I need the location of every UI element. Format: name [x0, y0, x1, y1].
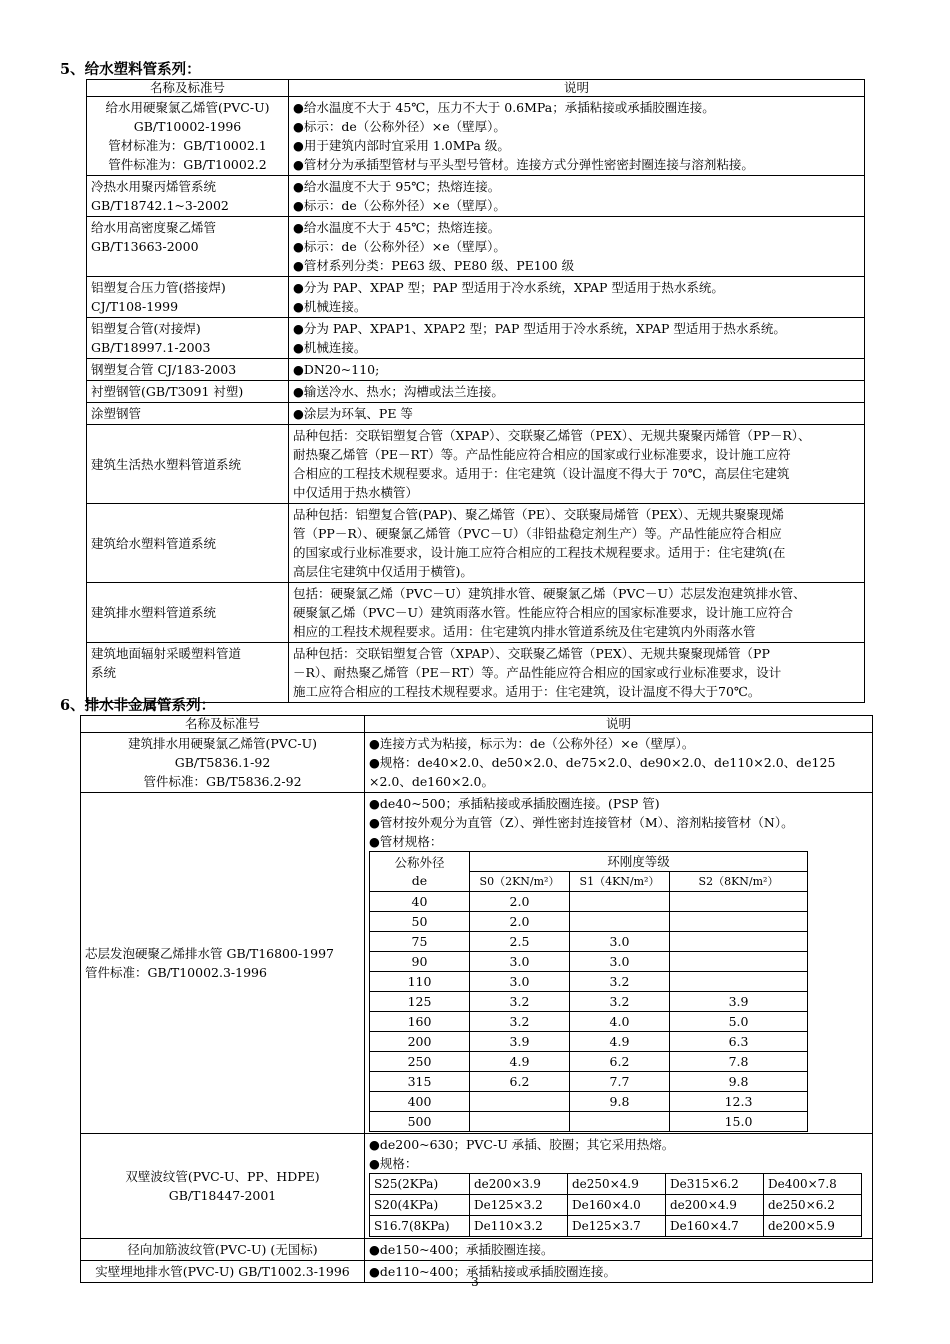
spec-cell: De125×3.7 [568, 1216, 666, 1237]
spec-cell: 400 [370, 1092, 470, 1112]
spec-cell: 7.7 [570, 1072, 670, 1092]
double-wall-spec-table [369, 1173, 862, 1237]
de-header: 公称外径 de [370, 852, 470, 892]
pipe-name-cell: 钢塑复合管 CJ/183-2003 [87, 359, 289, 381]
s2-header: S2（8KN/m²） [670, 872, 808, 892]
spec-cell [670, 892, 808, 912]
spec-cell [670, 972, 808, 992]
spec-cell: de250×6.2 [764, 1195, 862, 1216]
spec-cell: 75 [370, 932, 470, 952]
spec-cell [470, 1092, 570, 1112]
spec-row [370, 912, 808, 932]
pipe-name-cell: 涂塑钢管 [87, 403, 289, 425]
pipe-name-cell: 建筑排水塑料管道系统 [87, 583, 289, 643]
spec-row [370, 992, 808, 1012]
table-row [81, 733, 873, 793]
table-row [87, 176, 865, 217]
spec-cell [670, 912, 808, 932]
pvcu-drain-name: 建筑排水用硬聚氯乙烯管(PVC-U) GB/T5836.1-92 管件标准：GB/T5836.2-92 [81, 733, 365, 793]
spec-cell: De400×7.8 [764, 1174, 862, 1195]
pipe-desc-cell: 品种包括：交联铝塑复合管（XPAP）、交联聚乙烯管（PEX）、无规共聚聚丙烯管（PP－R）、 耐热聚乙烯管（PE－RT）等。产品性能应符合相应的国家或行业标准要求，设计施工应符 合相应的工程技术规程要求。适用于：住宅建筑（设计温度不得大于 70℃，高层住宅建筑 中仅适用于热水横管） [289, 425, 865, 504]
pipe-desc-cell: ●输送冷水、热水；沟槽或法兰连接。 [289, 381, 865, 403]
pipe-desc-cell: ●分为 PAP、XPAP 型；PAP 型适用于冷水系统，XPAP 型适用于热水系统。 ●机械连接。 [289, 277, 865, 318]
spec-row [370, 952, 808, 972]
pipe-desc-cell: ●分为 PAP、XPAP1、XPAP2 型；PAP 型适用于冷水系统，XPAP 型适用于热水系统。 ●机械连接。 [289, 318, 865, 359]
spec-cell: 3.2 [470, 992, 570, 1012]
pipe-name-cell: 冷热水用聚丙烯管系统 GB/T18742.1~3-2002 [87, 176, 289, 217]
s1-header: S1（4KN/m²） [570, 872, 670, 892]
pipe-name-cell: 铝塑复合管(对接焊) GB/T18997.1-2003 [87, 318, 289, 359]
spec-cell: 6.3 [670, 1032, 808, 1052]
spec-row [370, 1032, 808, 1052]
spec-cell: 3.0 [570, 952, 670, 972]
section5-header-name: 名称及标准号 [87, 80, 289, 97]
pipe-desc-cell: 包括：硬聚氯乙烯（PVC－U）建筑排水管、硬聚氯乙烯（PVC－U）芯层发泡建筑排水管、 硬聚氯乙烯（PVC－U）建筑雨落水管。性能应符合相应的国家标准要求，设计施工应符合 相应的工程技术规程要求。适用：住宅建筑内排水管道系统及住宅建筑内外雨落水管 [289, 583, 865, 643]
spec-cell: 90 [370, 952, 470, 972]
pipe-name-cell: 铝塑复合压力管(搭接焊) CJ/T108-1999 [87, 277, 289, 318]
spec-cell: 4.0 [570, 1012, 670, 1032]
spec-cell: 3.0 [470, 972, 570, 992]
spec-cell [470, 1112, 570, 1132]
pipe-name-cell: 建筑给水塑料管道系统 [87, 504, 289, 583]
pipe-name-cell: 衬塑钢管(GB/T3091 衬塑) [87, 381, 289, 403]
spec-cell [570, 892, 670, 912]
spec-cell: 500 [370, 1112, 470, 1132]
double-wall-pipe-name: 双壁波纹管(PVC-U、PP、HDPE) GB/T18447-2001 [81, 1134, 365, 1239]
spec-cell: 15.0 [670, 1112, 808, 1132]
radial-rib-pipe-desc: ●de150~400；承插胶圈连接。 [365, 1239, 873, 1261]
spec-cell [670, 932, 808, 952]
spec-cell: de200×5.9 [764, 1216, 862, 1237]
spec-cell [670, 952, 808, 972]
spec-row [370, 892, 808, 912]
pipe-name-cell: 给水用高密度聚乙烯管 GB/T13663-2000 [87, 217, 289, 277]
pipe-desc-cell: 品种包括：交联铝塑复合管（XPAP）、交联聚乙烯管（PEX）、无规共聚聚现烯管（PP －R）、耐热聚乙烯管（PE－RT）等。产品性能应符合相应的国家或行业标准要求，设计 施工应符合相应的工程技术规程要求。适用于：住宅建筑，设计温度不得大于70℃。 [289, 643, 865, 703]
foam-core-pipe-name: 芯层发泡硬聚乙烯排水管 GB/T16800-1997 管件标准：GB/T10002.3-1996 [81, 793, 365, 1134]
spec-cell: 4.9 [570, 1032, 670, 1052]
table-row [87, 217, 865, 277]
pipe-desc-cell: ●给水温度不大于 95℃；热熔连接。 ●标示：de（公称外径）×e（壁厚）。 [289, 176, 865, 217]
section5-title: 5、给水塑料管系列： [60, 61, 201, 78]
spec-cell: 3.9 [470, 1032, 570, 1052]
spec-cell [570, 1112, 670, 1132]
pipe-name-cell: 给水用硬聚氯乙烯管(PVC-U) GB/T10002-1996 管材标准为：GB/T10002.1 管件标准为：GB/T10002.2 [87, 97, 289, 176]
spec-cell: 110 [370, 972, 470, 992]
page-number: 3 [471, 1275, 479, 1289]
spec-cell: S20(4KPa) [370, 1195, 470, 1216]
spec-cell: S25(2KPa) [370, 1174, 470, 1195]
spec-cell: 315 [370, 1072, 470, 1092]
table-row [87, 403, 865, 425]
ring-stiffness-table [369, 851, 808, 1132]
spec-row [370, 1174, 862, 1195]
section6-header-name: 名称及标准号 [81, 716, 365, 733]
spec-cell: 9.8 [570, 1092, 670, 1112]
spec-cell: De160×4.0 [568, 1195, 666, 1216]
pvcu-drain-desc: ●连接方式为粘接，标示为：de（公称外径）×e（壁厚）。 ●规格：de40×2.0、de50×2.0、de75×2.0、de90×2.0、de110×2.0、de125 ×2.0、de160×2.0。 [365, 733, 873, 793]
solid-wall-pipe-name: 实壁埋地排水管(PVC-U) GB/T1002.3-1996 [81, 1261, 365, 1283]
spec-row [370, 1052, 808, 1072]
pipe-desc-cell: ●涂层为环氧、PE 等 [289, 403, 865, 425]
pipe-desc-cell: ●给水温度不大于 45℃，压力不大于 0.6MPa；承插粘接或承插胶圈连接。 ●标示：de（公称外径）×e（壁厚）。 ●用于建筑内部时宜采用 1.0MPa 级。 ●管材分为承插型管材与平头型号管材。连接方式分弹性密密封圈连接与溶剂粘接。 [289, 97, 865, 176]
double-wall-pipe-desc: ●de200~630；PVC-U 承插、胶圈；其它采用热熔。 ●规格： S25(2KPa) de200×3.9 de250×4.9 De315×6.2 De400×7.8 S20(4KPa) De125×3.2 De160×4.0 de200×4.9 de250×6.2 S16.7(8KPa) De110×3.2 De125×3.7 De160×4.7 de200×5.9 [365, 1134, 873, 1239]
spec-cell: S16.7(8KPa) [370, 1216, 470, 1237]
spec-cell: 250 [370, 1052, 470, 1072]
spec-cell: 3.2 [570, 972, 670, 992]
spec-cell: De315×6.2 [666, 1174, 764, 1195]
table-row [87, 381, 865, 403]
spec-cell: 5.0 [670, 1012, 808, 1032]
spec-cell: 2.0 [470, 892, 570, 912]
table-row [81, 1134, 873, 1239]
radial-rib-pipe-name: 径向加筋波纹管(PVC-U) (无国标) [81, 1239, 365, 1261]
spec-cell: 160 [370, 1012, 470, 1032]
spec-cell: 9.8 [670, 1072, 808, 1092]
spec-cell: 40 [370, 892, 470, 912]
section6-header-desc: 说明 [365, 716, 873, 733]
spec-row [370, 1216, 862, 1237]
section5-table [86, 79, 865, 703]
table-row [87, 583, 865, 643]
spec-cell: 3.0 [570, 932, 670, 952]
ring-stiffness-header: 环刚度等级 [470, 852, 808, 872]
pipe-desc-cell: ●给水温度不大于 45℃；热熔连接。 ●标示：de（公称外径）×e（壁厚）。 ●管材系列分类：PE63 级、PE80 级、PE100 级 [289, 217, 865, 277]
pipe-name-cell: 建筑生活热水塑料管道系统 [87, 425, 289, 504]
spec-cell: 3.2 [470, 1012, 570, 1032]
pipe-name-cell: 建筑地面辐射采暖塑料管道 系统 [87, 643, 289, 703]
spec-cell: De110×3.2 [470, 1216, 568, 1237]
table-row [87, 425, 865, 504]
spec-row [370, 1012, 808, 1032]
spec-cell [570, 912, 670, 932]
table-row [81, 793, 873, 1134]
spec-cell: 7.8 [670, 1052, 808, 1072]
spec-cell: 3.0 [470, 952, 570, 972]
spec-cell: 3.2 [570, 992, 670, 1012]
spec-row [370, 1195, 862, 1216]
spec-cell: de200×3.9 [470, 1174, 568, 1195]
table-row [87, 359, 865, 381]
spec-row [370, 972, 808, 992]
spec-row [370, 1072, 808, 1092]
spec-cell: de250×4.9 [568, 1174, 666, 1195]
spec-cell: 2.5 [470, 932, 570, 952]
spec-cell: 6.2 [470, 1072, 570, 1092]
table-row [87, 504, 865, 583]
spec-cell: 50 [370, 912, 470, 932]
spec-cell: 3.9 [670, 992, 808, 1012]
spec-cell: 6.2 [570, 1052, 670, 1072]
spec-cell: 12.3 [670, 1092, 808, 1112]
spec-row [370, 1112, 808, 1132]
table-row [87, 318, 865, 359]
section5-header-desc: 说明 [289, 80, 865, 97]
spec-cell: 125 [370, 992, 470, 1012]
table-row [87, 97, 865, 176]
foam-core-pipe-desc: ●de40~500；承插粘接或承插胶圈连接。(PSP 管) ●管材按外观分为直管（Z）、弹性密封连接管材（M）、溶剂粘接管材（N）。 ●管材规格： 公称外径 de 环刚度等级 S0（2KN/m²） S1（4KN/m²） S2（8KN/m²） 40 2.0 50 2.0 75 2.5 3.0 90 3.0 3.0 110 3.0 3.2 125 3.2 3.2 3.9 160 3.2 4.0 5.0 200 3.9 4.9 6.3 250 4.9 6.2 7.8 315 6.2 7.7 9.8 400 9.8 12.3 500 15.0 [365, 793, 873, 1134]
table-row [81, 1239, 873, 1261]
pipe-desc-cell: 品种包括：铝塑复合管(PAP)、聚乙烯管（PE）、交联聚局烯管（PEX）、无规共聚聚现烯 管（PP－R）、硬聚氯乙烯管（PVC－U）（非铅盐稳定剂生产）等。产品性能应符合相应 的国家或行业标准要求，设计施工应符合相应的工程技术规程要求。适用于：住宅建筑(在 高层住宅建筑中仅适用于横管)。 [289, 504, 865, 583]
spec-row [370, 932, 808, 952]
section6-table [80, 715, 873, 1283]
spec-cell: 2.0 [470, 912, 570, 932]
table-row [87, 277, 865, 318]
spec-cell: De160×4.7 [666, 1216, 764, 1237]
spec-cell: de200×4.9 [666, 1195, 764, 1216]
spec-cell: De125×3.2 [470, 1195, 568, 1216]
spec-row [370, 1092, 808, 1112]
spec-cell: 200 [370, 1032, 470, 1052]
section6-title: 6、排水非金属管系列： [60, 697, 216, 714]
solid-wall-pipe-desc: ●de110~400；承插粘接或承插胶圈连接。 [365, 1261, 873, 1283]
pipe-desc-cell: ●DN20~110; [289, 359, 865, 381]
s0-header: S0（2KN/m²） [470, 872, 570, 892]
spec-cell: 4.9 [470, 1052, 570, 1072]
